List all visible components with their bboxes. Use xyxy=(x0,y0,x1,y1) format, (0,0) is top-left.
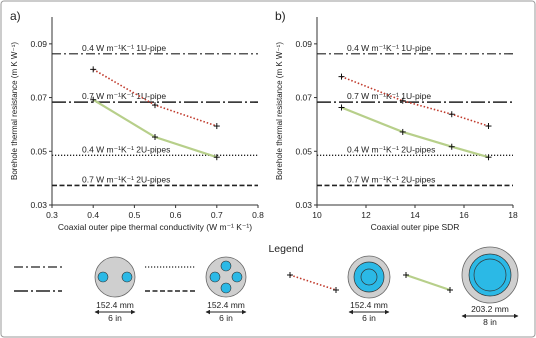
reference-line-label: 0.7 W m⁻¹K⁻¹ 1U-pipe xyxy=(347,91,432,102)
reference-line-label: 0.7 W m⁻¹K⁻¹ 2U-pipes xyxy=(347,174,436,185)
reference-line-label: 0.4 W m⁻¹K⁻¹ 1U-pipe xyxy=(82,42,167,53)
y-axis-title: Borehole thermal resistance (m K W⁻¹) xyxy=(10,41,19,181)
pipe-circle xyxy=(232,272,242,282)
x-tick-label: 0.7 xyxy=(210,210,223,220)
y-tick-label: 0.05 xyxy=(30,146,47,157)
panel-label: a) xyxy=(10,9,21,23)
y-axis-title: Borehole thermal resistance (m K W⁻¹) xyxy=(275,41,284,181)
x-tick-label: 0.8 xyxy=(252,210,264,220)
reference-line-label: 0.4 W m⁻¹K⁻¹ 1U-pipe xyxy=(347,42,432,53)
coaxial-inner-pipe xyxy=(474,259,506,291)
legend-dimension-in: 6 in xyxy=(108,313,122,323)
pipe-circle xyxy=(210,272,220,282)
y-tick-label: 0.07 xyxy=(295,92,312,103)
x-axis-title: Coaxial outer pipe SDR xyxy=(370,222,460,232)
x-tick-label: 0.4 xyxy=(87,210,100,220)
coaxial-inner-pipe xyxy=(361,269,377,285)
x-tick-label: 12 xyxy=(361,210,371,220)
pipe-circle xyxy=(221,261,231,271)
x-tick-label: 0.5 xyxy=(128,210,141,220)
y-tick-label: 0.03 xyxy=(295,200,312,210)
x-tick-label: 0.6 xyxy=(169,210,182,220)
legend-dimension-in: 6 in xyxy=(219,313,233,323)
legend-dimension-in: 6 in xyxy=(362,313,376,323)
reference-line-label: 0.4 W m⁻¹K⁻¹ 2U-pipes xyxy=(82,144,171,155)
y-tick-label: 0.07 xyxy=(30,92,47,103)
legend-dimension-mm: 152.4 mm xyxy=(350,300,388,310)
x-tick-label: 14 xyxy=(410,210,420,220)
legend-dimension-in: 8 in xyxy=(483,317,497,327)
y-tick-label: 0.05 xyxy=(295,146,312,157)
legend-dimension-mm: 152.4 mm xyxy=(207,300,245,310)
y-tick-label: 0.09 xyxy=(30,38,47,49)
x-tick-label: 18 xyxy=(508,210,518,220)
y-tick-label: 0.03 xyxy=(30,200,47,210)
x-tick-label: 16 xyxy=(459,210,469,220)
pipe-circle xyxy=(221,283,231,293)
reference-line-label: 0.7 W m⁻¹K⁻¹ 1U-pipe xyxy=(82,91,167,102)
legend-title: Legend xyxy=(268,243,304,255)
legend-dimension-mm: 203.2 mm xyxy=(471,304,509,314)
y-tick-label: 0.09 xyxy=(295,38,312,49)
x-tick-label: 0.3 xyxy=(46,210,58,220)
reference-line-label: 0.4 W m⁻¹K⁻¹ 2U-pipes xyxy=(347,144,436,155)
x-tick-label: 10 xyxy=(312,210,322,220)
legend-dimension-mm: 152.4 mm xyxy=(96,300,134,310)
panel-label: b) xyxy=(275,9,286,23)
pipe-circle xyxy=(122,272,132,282)
pipe-circle xyxy=(98,272,108,282)
reference-line-label: 0.7 W m⁻¹K⁻¹ 2U-pipes xyxy=(82,174,171,185)
x-axis-title: Coaxial outer pipe thermal conductivity (W m⁻¹ K⁻¹) xyxy=(57,222,253,232)
